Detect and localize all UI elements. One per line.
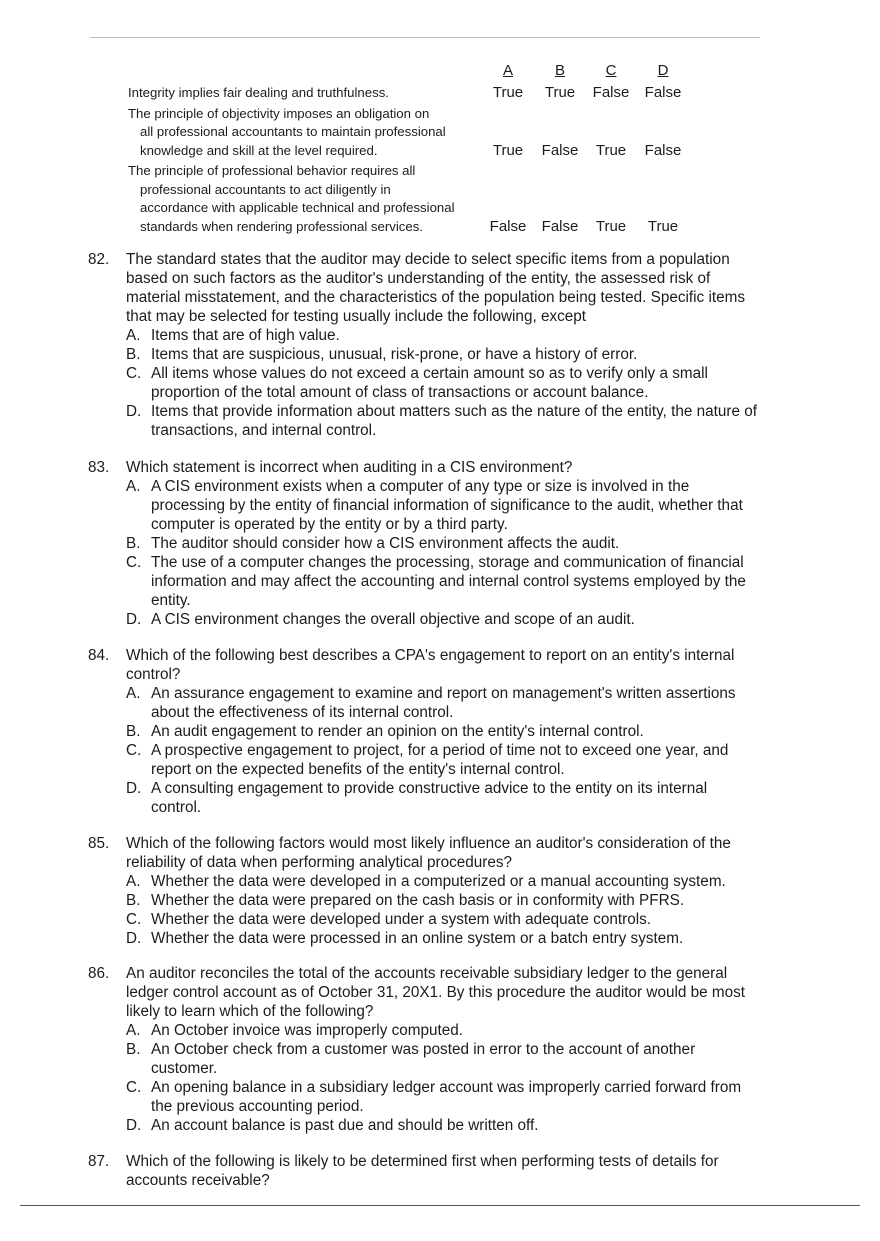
choice-a: A. An assurance engagement to examine and report on management's written assertions about the effectiveness of its internal control. [126,685,736,721]
choice-list [126,872,760,948]
question-stem: The standard states that the auditor may decide to select specific items from a population based on such factors as the auditor's understanding of the entity, the assessed risk of material misstatement, and the characteristics of the population being tested. Specific items that may be selected for testing usually include the following, except [126,251,745,325]
question-number: 86. [88,965,110,982]
value-c: True [595,141,627,159]
value-b: False [541,217,579,235]
footer-rule [20,1205,860,1206]
statement-text: Integrity implies fair dealing and truthfulness. [128,85,389,100]
truth-table-header [128,62,708,84]
statement-text: The principle of objectivity imposes an obligation on all professional accountants to maintain professional knowledge and skill at the level required. [128,105,446,158]
question-number: 87. [88,1153,110,1170]
choice-c: C. All items whose values do not exceed a certain amount so as to verify only a small proportion of the total amount of class of transactions or account balance. [126,365,708,401]
question-86 [88,964,760,1135]
choice-a: A. A CIS environment exists when a computer of any type or size is involved in the processing by the entity of financial information of significance to the audit, whether that computer is operated by the entity or by a third party. [126,478,743,533]
question-number: 84. [88,647,110,664]
column-header-a: A [502,62,513,79]
question-84 [88,646,760,817]
choice-b: B. Items that are suspicious, unusual, risk-prone, or have a history of error. [126,346,638,363]
question-87 [88,1152,760,1190]
question-stem: An auditor reconciles the total of the accounts receivable subsidiary ledger to the general ledger control account as of October 31, 20X1. By this procedure the auditor would be most likely to learn which of the following? [126,965,746,1020]
truth-table-row [128,162,708,236]
value-b: False [541,141,579,159]
question-stem: Which of the following best describes a CPA's engagement to report on an entity's internal control? [126,647,735,683]
choice-b: B. An October check from a customer was posted in error to the account of another customer. [126,1041,696,1077]
question-number: 82. [88,251,110,268]
header-rule [90,37,760,38]
choice-b: B. An audit engagement to render an opinion on the entity's internal control. [126,723,644,740]
truth-table-row [128,84,708,103]
value-b: True [544,84,576,101]
question-stem: Which statement is incorrect when auditing in a CIS environment? [126,459,573,476]
choice-list [126,477,760,629]
question-82 [88,250,760,440]
value-a: True [492,141,524,159]
choice-c: C. The use of a computer changes the processing, storage and communication of financial information and may affect the accounting and internal control systems employed by the entity. [126,554,746,609]
question-number: 85. [88,835,110,852]
choice-a: A. An October invoice was improperly computed. [126,1022,464,1039]
value-c: True [595,217,627,235]
choice-list [126,684,760,817]
value-d: False [644,84,682,101]
choice-c: C. Whether the data were developed under a system with adequate controls. [126,911,651,928]
choice-d: D. Whether the data were processed in an online system or a batch entry system. [126,930,684,947]
question-stem: Which of the following factors would most likely influence an auditor's consideration of the reliability of data when performing analytical procedures? [126,835,731,871]
choice-b: B. The auditor should consider how a CIS environment affects the audit. [126,535,620,552]
question-stem: Which of the following is likely to be determined first when performing tests of details for accounts receivable? [126,1153,719,1189]
column-header-d: D [657,62,669,79]
choice-a: A. Items that are of high value. [126,327,340,344]
choice-d: D. A consulting engagement to provide constructive advice to the entity on its internal control. [126,780,708,816]
choice-c: C. An opening balance in a subsidiary ledger account was improperly carried forward from the previous accounting period. [126,1079,742,1115]
choice-c: C. A prospective engagement to project, for a period of time not to exceed one year, and report on the expected benefits of the entity's internal control. [126,742,729,778]
value-c: False [592,84,630,101]
truth-table [128,62,708,236]
choice-d: D. A CIS environment changes the overall objective and scope of an audit. [126,611,635,628]
question-85 [88,834,760,948]
question-83 [88,458,760,629]
choice-d: D. An account balance is past due and should be written off. [126,1117,539,1134]
choice-a: A. Whether the data were developed in a computerized or a manual accounting system. [126,873,726,890]
choice-list [126,326,760,440]
statement-text: The principle of professional behavior requires all professional accountants to act diligently in accordance with applicable technical and professional standards when rendering professional services. [128,163,455,234]
value-d: True [647,217,679,235]
column-header-b: B [554,62,565,79]
choice-b: B. Whether the data were prepared on the cash basis or in conformity with PFRS. [126,892,685,909]
question-number: 83. [88,459,110,476]
column-header-c: C [605,62,617,79]
choice-d: D. Items that provide information about matters such as the nature of the entity, the nature of transactions, and internal control. [126,403,757,439]
value-a: False [489,217,527,235]
choice-list [126,1021,760,1135]
value-d: False [644,141,682,159]
value-a: True [492,84,524,101]
truth-table-row [128,105,708,161]
